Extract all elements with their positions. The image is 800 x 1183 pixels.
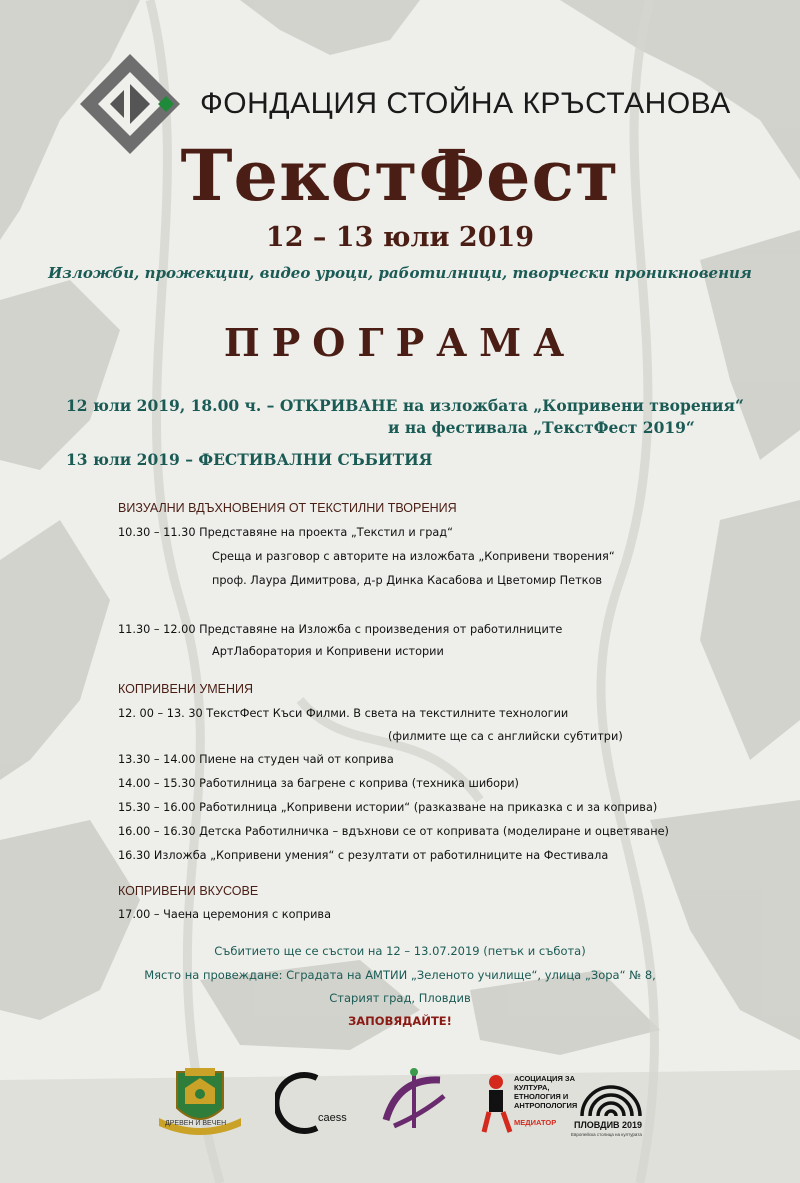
mediator-line: АСОЦИАЦИЯ ЗА [514, 1074, 576, 1083]
mediator-text [514, 1074, 577, 1127]
program-row: проф. Лаура Димитрова, д-р Динка Касабова и Цветомир Петков [212, 574, 603, 587]
program-row: 10.30 – 11.30 Представяне на проекта „Текстил и град“ [118, 526, 453, 539]
festival-day-heading: 13 юли 2019 – ФЕСТИВАЛНИ СЪБИТИЯ [66, 450, 433, 469]
caess-logo-icon [275, 1070, 325, 1136]
program-row: (филмите ще са с английски субтитри) [388, 730, 623, 743]
program-row: 16.30 Изложба „Копривени умения“ с резултати от работилниците на Фестивала [118, 849, 609, 862]
program-row: 16.00 – 16.30 Детска Работилничка – вдъхнови се от копривата (моделиране и оцветяване) [118, 825, 669, 838]
welcome-text: ЗАПОВЯДАЙТЕ! [348, 1014, 452, 1028]
festival-tagline: Изложби, прожекции, видео уроци, работилници, творчески проникновения [48, 264, 752, 282]
opening-line-2: и на фестивала „ТекстФест 2019“ [388, 418, 695, 437]
program-row: 12. 00 – 13. 30 ТекстФест Къси Филми. В света на текстилните технологии [118, 707, 569, 720]
crest-ribbon-text: ДРЕВЕН И ВЕЧЕН [165, 1120, 227, 1127]
plovdiv-2019-arch-icon [578, 1072, 644, 1116]
opening-line-1: 12 юли 2019, 18.00 ч. – ОТКРИВАНЕ на изложбата „Копривени творения“ [66, 396, 744, 415]
program-heading: ПРОГРАМА [223, 320, 577, 365]
mediator-figure-icon [480, 1072, 514, 1134]
section-title: КОПРИВЕНИ УМЕНИЯ [118, 682, 254, 696]
plovdiv-crest-icon [155, 1068, 245, 1138]
mediator-line: АНТРОПОЛОГИЯ [514, 1101, 578, 1110]
event-dates-note: Събитието ще се състои на 12 – 13.07.2019 (петък и събота) [214, 944, 586, 958]
mediator-line: КУЛТУРА, [514, 1083, 550, 1092]
plovdiv-2019-text: ПЛОВДИВ 2019 [574, 1120, 643, 1130]
festival-dates: 12 – 13 юли 2019 [265, 222, 535, 253]
program-row: 15.30 – 16.00 Работилница „Копривени истории“ (разказване на приказка с и за коприва) [118, 801, 658, 814]
mediator-line: ЕТНОЛОГИЯ И [514, 1092, 569, 1101]
program-row: Среща и разговор с авторите на изложбата „Копривени творения“ [212, 550, 615, 563]
section-title: ВИЗУАЛНИ ВДЪХНОВЕНИЯ ОТ ТЕКСТИЛНИ ТВОРЕНИЯ [118, 501, 457, 515]
purple-partner-logo-icon [378, 1068, 450, 1134]
caess-text: caess [318, 1112, 347, 1124]
foundation-name: ФОНДАЦИЯ СТОЙНА КРЪСТАНОВА [200, 87, 731, 120]
section-title: КОПРИВЕНИ ВКУСОВЕ [118, 884, 259, 898]
program-row: 11.30 – 12.00 Представяне на Изложба с произведения от работилниците [118, 623, 563, 636]
venue-city: Старият град, Пловдив [329, 991, 471, 1005]
mediator-name: МЕДИАТОР [514, 1118, 557, 1127]
plovdiv-2019-subtext: Европейска столица на културата [571, 1132, 642, 1137]
festival-title: ТекстФест [180, 134, 620, 217]
program-row: 17.00 – Чаена церемония с коприва [118, 908, 332, 921]
partner-logos [0, 1062, 800, 1162]
venue-line: Място на провеждане: Сградата на АМТИИ „Зеленото училище“, улица „Зора“ № 8, [144, 968, 656, 982]
program-row: 13.30 – 14.00 Пиене на студен чай от коприва [118, 753, 394, 766]
program-row: АртЛаборатория и Копривени истории [212, 645, 444, 658]
program-row: 14.00 – 15.30 Работилница за багрене с коприва (техника шибори) [118, 777, 519, 790]
